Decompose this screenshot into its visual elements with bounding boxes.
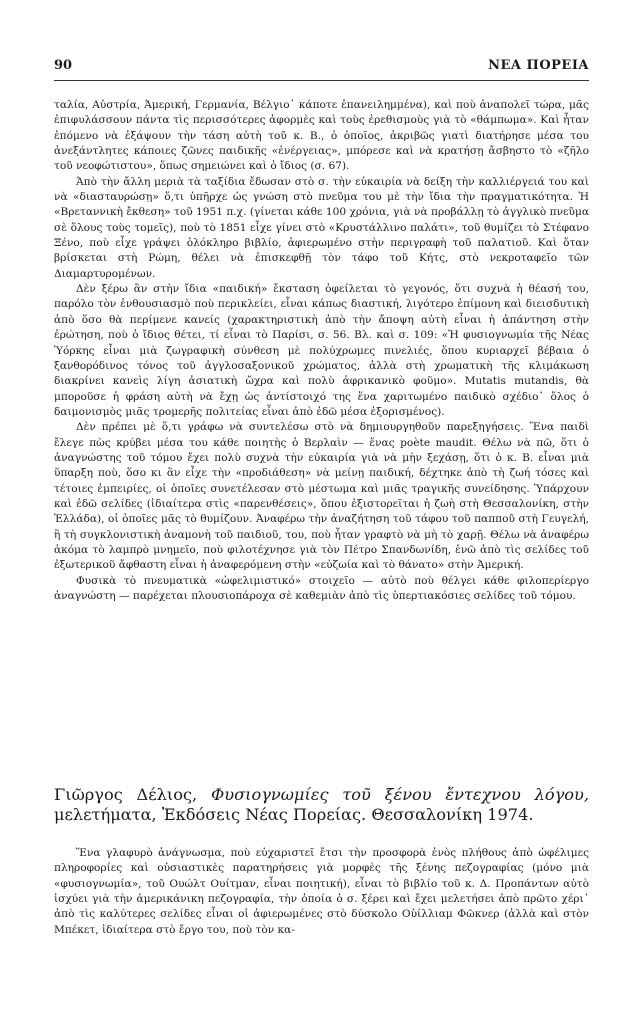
page-header: [54, 58, 589, 78]
paragraph: Ἀπὸ τὴν ἄλλη μεριὰ τὰ ταξίδια ἔδωσαν στὸ σ. τὴν εὐκαιρία νὰ δείξη τὴν καλλιέργειά του καὶ νὰ «διασταυρώσῃ» ὅ,τι ὑπῆρχε ὡς γνώση στὸ πνεῦμα του μὲ τὴν ἴδια τὴν πραγματικότητα. Ἡ «Βρεταννικὴ ἔκθεση» τοῦ 1951 π.χ. (γίνεται κάθε 100 χρόνια, γιὰ νὰ προβάλλῃ τὸ ἀγγλικὸ πνεῦμα σὲ ὅλους τοὺς τομεῖς), ποὺ τὸ 1851 εἶχε γίνει στὸ «Κρυστάλλινο παλάτι», τοῦ θυμίζει τὸ Στέφανο Ξένο, ποὺ εἶχε γράψει ὁλόκληρο βιβλίο, ἀφιερωμένο στὴν περιγραφὴ τοῦ παλατιοῦ. Καὶ ὅταν βρίσκεται στὴ Ρώμη, θέλει νὰ ἐπισκεφθῇ τὸν τάφο τοῦ Κήτς, στὸ νεκροταφεῖο τῶν Διαμαρτυρομένων.: [54, 175, 589, 280]
article-body: [54, 98, 589, 604]
running-title: ΝΕΑ ΠΟΡΕΙΑ: [488, 58, 589, 73]
paragraph: Δὲν πρέπει μὲ ὅ,τι γράφω νὰ συντελέσω στὸ νὰ δημιουργηθοῦν παρεξηγήσεις. Ἕνα παιδὶ ἔλεγε πὼς κρύβει μέσα του κάθε ποιητὴς ὁ Βερλαὶν — ἕνας poète maudit. Θέλω νὰ πῶ, ὅτι ὁ ἀναγνώστης τοῦ τόμου ἔχει πολὺ συχνὰ τὴν εὐκαιρία γιὰ νὰ μὴν ξεχάσῃ, ὅτι ὁ κ. Β. εἶναι μιὰ ὕπαρξη ποὺ, ὅσο κι ἂν εἶχε τὴν «προδιάθεση» νὰ μείνῃ παιδική, δέχτηκε ἀπὸ τὴ ζωή τόσες καὶ τέτοιες ἐμπειρίες, οἱ ὁποῖες συνετέλεσαν στὸ μέστωμα καὶ μιᾶς τραγικῆς συνείδησης. Ὑπάρχουν καὶ ἐδῶ σελίδες (ἰδιαίτερα στὶς «παρενθέσεις», ὅπου ἐξιστορεῖται ἡ ζωὴ στὴ Θεσσαλονίκη, στὴν Ἑλλάδα), οἱ ὁποῖες μᾶς τὸ θυμίζουν. Ἀναφέρω τὴν ἀναζήτηση τοῦ τάφου τοῦ παπποῦ στὴ Γευγελή, ἢ τὴ συγκλονιστικὴ ἀναμονὴ τοῦ παιδιοῦ, του, ποὺ ἦταν γραφτὸ νὰ μὴ τὸ χαρῇ. Θέλω νὰ ἀναφέρω ἀκόμα τὸ λαμπρὸ μνημεῖο, ποὺ φιλοτέχνησε γιὰ τὸν Πέτρο Σπανδωνίδη, ἐνῶ ἀπὸ τὶς σελίδες τοῦ ἐξωτερικοῦ ἄφθαστη εἶναι ἡ ἀναφερόμενη στὴν «εὐζωία καὶ τὸ θάνατο» στὴν Ἀμερική.: [54, 421, 589, 572]
review-details: μελετήματα, Ἐκδόσεις Νέας Πορείας. Θεσσαλονίκη 1974.: [54, 805, 534, 824]
review-heading: [54, 785, 589, 825]
review-body: [54, 846, 589, 938]
paragraph: ταλία, Αὐστρία, Ἀμερική, Γερμανία, Βέλγιο᾽ κάποτε ἐπανειλημμένα), καὶ ποὺ ἀναπολεῖ τώρα, μᾶς ἐπιφυλάσσουν πάντα τὶς περισσότερες ἀφορμὲς καὶ τοὺς ἐρεθισμοὺς γιὰ τὸ «θάμπωμα». Καὶ ἦταν ἑπόμενο νὰ ἐξάψουν τὴν τάση αὐτὴ τοῦ κ. Β., ὁ ὁποῖος, ἀκριβῶς γιατὶ διατήρησε μέσα του ἀνεξάντλητες κάποιες ζῶνες παιδικῆς «ἐνέργειας», μπόρεσε καὶ νὰ κρατήσῃ ἄσβηστο τὸ «ζῆλο τοῦ νεοφώτιστου», ὅπως σημειώνει καὶ ὁ ἴδιος (σ. 67).: [54, 99, 589, 173]
header-rule: [54, 80, 589, 81]
paragraph: Φυσικὰ τὸ πνευματικὰ «ὠφελιμιστικό» στοιχεῖο — αὐτὸ ποὺ θέλγει κάθε φιλοπερίεργο ἀναγνώστη — παρέχεται πλουσιοπάροχα σὲ καθεμιὰν ἀπὸ τὶς ὑπερτιακόσιες σελίδες τοῦ τόμου.: [54, 574, 589, 602]
review-author: Γιῶργος Δέλιος,: [54, 785, 198, 804]
paragraph: Δὲν ξέρω ἂν στὴν ἴδια «παιδική» ἔκσταση ὀφείλεται τὸ γεγονός, ὅτι συχνὰ ἡ θέασή του, παρόλο τὸν ἐνθουσιασμὸ ποὺ περικλείει, εἶναι κάπως διαστική, λιγότερο ἐπίμονη καὶ διεισδυτικὴ ἀπὸ ὅσο θὰ περίμενε κανείς (χαρακτηριστικὴ ἀπὸ τὴν ἄποψη αὐτὴ εἶναι ἡ ἀπάντηση στὴν ἐρώτηση, ποὺ ὁ ἴδιος θέτει, τί εἶναι τὸ Παρίσι, σ. 56. Βλ. καὶ σ. 109: «Ἡ φυσιογνωμία τῆς Νέας Ὑόρκης εἶναι μιὰ ζωγραφικὴ σύνθεση μὲ πολύχρωμες πινελιές, ὅπου κυριαρχεῖ βέβαια ὁ ξανθορόδινος τόνος τοῦ ἀγγλοσαξονικοῦ χρώματος, ἀλλὰ στὴ χρωματικὴ τῆς κλιμάκωση διακρίνει κανεὶς λίγη ἀσιατικὴ ὤχρα καὶ πολὺ ἀφρικανικὸ φοῦμο». Mutatis mutandis, θὰ μποροῦσε ἡ φράση αὐτὴ νὰ ἔχῃ ὡς ἀντίστοιχό της ἕνα χαριτωμένο παιδικὸ σχέδιο᾽ ὅλος ὁ δαιμονισμὸς μιᾶς τρομερῆς πολιτείας εἶναι ἀπὸ ἐδῶ μέσα ἐξορισμένος).: [54, 283, 589, 418]
review-book-title: Φυσιογνωμίες τοῦ ξένου ἔντεχνου λόγου,: [210, 785, 589, 804]
paragraph: Ἕνα γλαφυρὸ ἀνάγνωσμα, ποὺ εὐχαριστεῖ ἔτσι τὴν προσφορὰ ἑνὸς πλήθους ἀπὸ ὠφέλιμες πληροφορίες καὶ οὐσιαστικὲς παρατηρήσεις γιὰ μορφὲς τῆς ξένης πεζογραφίας (μόνο μιὰ «φυσιογνωμία», τοῦ Ουώλτ Ουίτμαν, εἶναι ποιητική), εἶναι τὸ βιβλίο τοῦ κ. Δ. Προπάντων αὐτὸ ἰσχύει γιὰ τὴν ἀμερικάνικη πεζογραφία, τὴν ὁποία ὁ σ. ξέρει καὶ ἔχει μελετήσει ἀπὸ πρῶτο χέρι᾽ ἀπὸ τὶς καλύτερες σελίδες εἶναι οἱ ἀφιερωμένες στὸ δύσκολο Οὐίλλιαμ Φῶκνερ (ἀλλὰ καὶ στὸν Μπέκετ, ἰδιαίτερα στὸ ἔργο του, ποὺ τὸν κα-: [54, 847, 589, 936]
page-number: 90: [54, 58, 73, 73]
